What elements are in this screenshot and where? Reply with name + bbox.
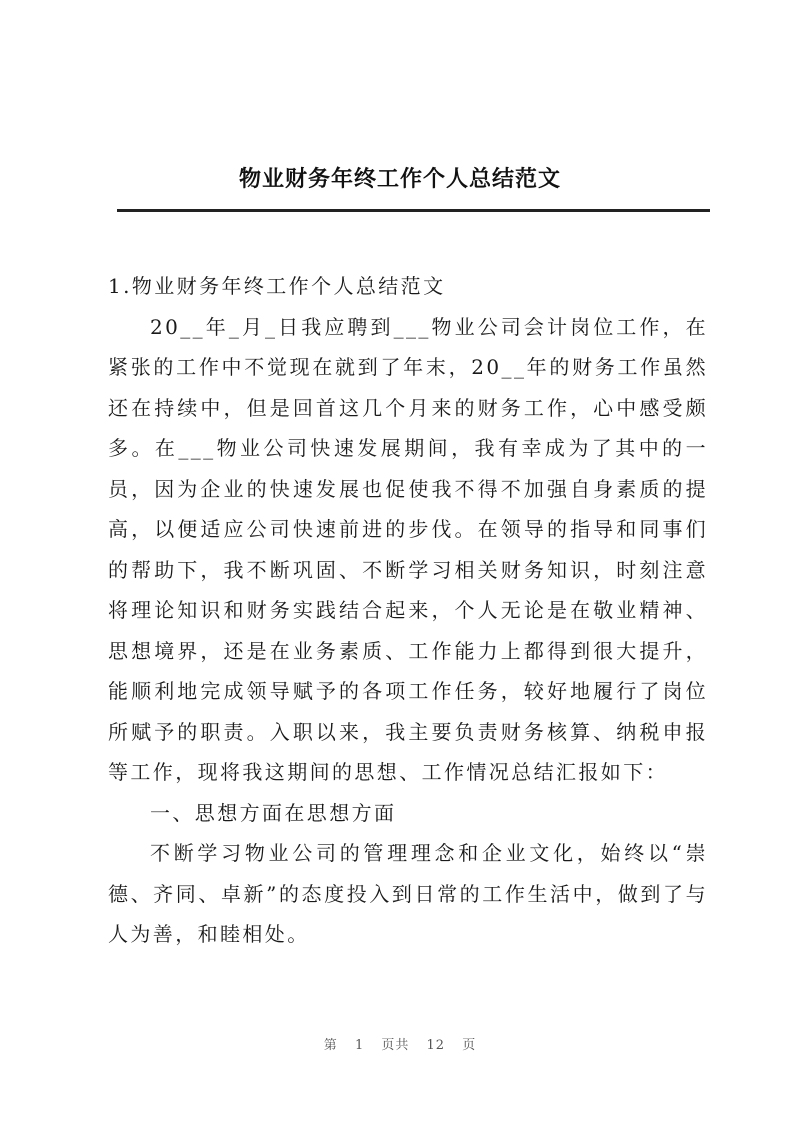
paragraph-intro: 20__年_月_日我应聘到___物业公司会计岗位工作，在紧张的工作中不觉现在就到了年末，20__年的财务工作虽然还在持续中，但是回首这几个月来的财务工作，心中感受颇多。在___物业公司快速发展期间，我有幸成为了其中的一员，因为企业的快速发展也促使我不得不加强自身素质的提高，以便适应公司快速前进的步伐。在领导的指导和同事们的帮助下，我不断巩固、不断学习相关财务知识，时刻注意将理论知识和财务实践结合起来，个人无论是在敬业精神、思想境界，还是在业务素质、工作能力上都得到很大提升，能顺利地完成领导赋予的各项工作任务，较好地履行了岗位所赋予的职责。入职以来，我主要负责财务核算、纳税申报等工作，现将我这期间的思想、工作情况总结汇报如下： [108, 314, 708, 784]
page-footer [0, 1034, 800, 1053]
title-divider [117, 209, 710, 212]
footer-current-page: 1 [354, 1038, 365, 1053]
section-heading: 1.物业财务年终工作个人总结范文 [108, 274, 446, 298]
document-body [108, 266, 708, 955]
paragraph-thought-content: 不断学习物业公司的管理理念和企业文化，始终以“崇德、齐同、卓新”的态度投入到日常的工作生活中，做到了与人为善，和睦相处。 [108, 841, 708, 946]
footer-label-page: 第 [323, 1038, 338, 1053]
document-title: 物业财务年终工作个人总结范文 [238, 167, 561, 192]
paragraph-subheading-thought: 一、思想方面在思想方面 [150, 800, 397, 825]
footer-label-of: 页共 [381, 1038, 410, 1053]
footer-total-pages: 12 [426, 1038, 446, 1053]
footer-label-end: 页 [462, 1038, 477, 1053]
